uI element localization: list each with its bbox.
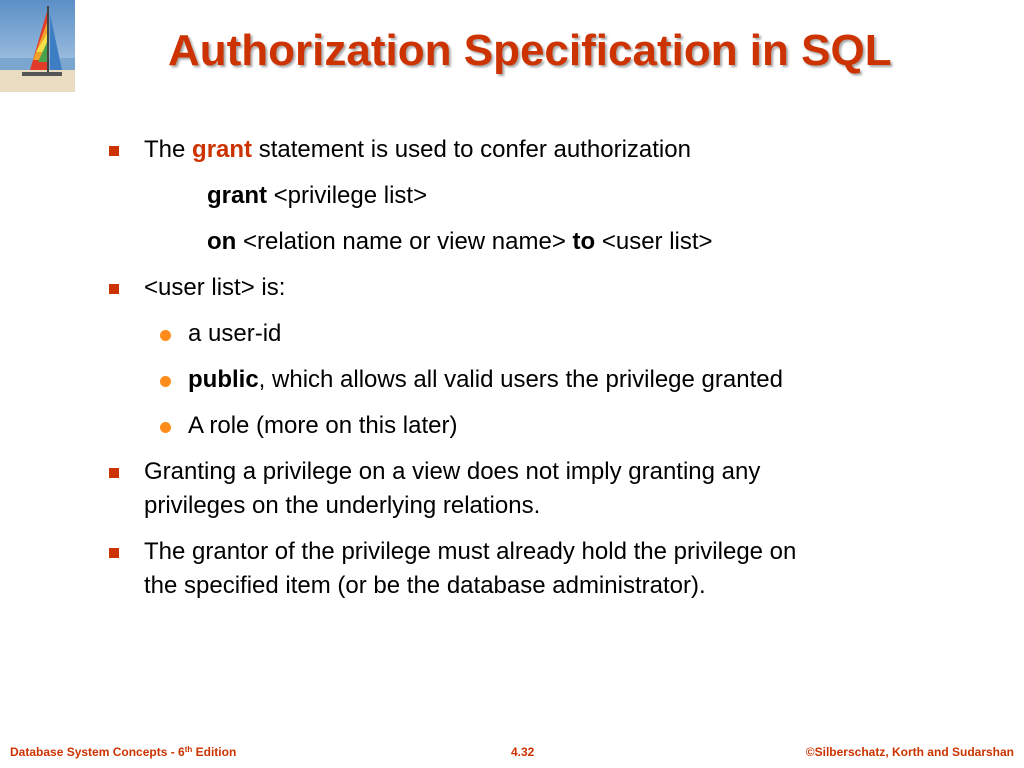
keyword-to: to [572,228,596,255]
footer-book-title: Database System Concepts - 6th Edition [10,745,237,759]
logo-image [0,0,75,92]
footer-copyright: ©Silberschatz, Korth and Sudarshan [805,745,1014,759]
square-bullet-icon [109,468,119,478]
keyword-grant-code: grant [207,182,267,209]
bullet-grantor-line2: the specified item (or be the database administrator). [144,572,706,599]
keyword-on: on [207,228,237,255]
bullet-grant-statement: The grant statement is used to confer authorization [144,136,691,163]
keyword-public: public [188,366,259,393]
square-bullet-icon [109,548,119,558]
sub-bullet-user-id: a user-id [188,320,282,347]
code-line-on-to: on <relation name or view name> to <user list> [207,228,713,255]
round-bullet-icon [160,330,171,341]
page-title: Authorization Specification in SQL [168,26,892,75]
sub-bullet-role: A role (more on this later) [188,412,458,439]
round-bullet-icon [160,376,171,387]
bullet-grantor-line1: The grantor of the privilege must already hold the privilege on [144,538,797,565]
square-bullet-icon [109,284,119,294]
bullet-view-privilege-line2: privileges on the underlying relations. [144,492,541,519]
bullet-user-list: <user list> is: [144,274,286,301]
footer-page-number: 4.32 [511,745,535,759]
bullet-view-privilege-line1: Granting a privilege on a view does not imply granting any [144,458,761,485]
sub-bullet-public: public, which allows all valid users the privilege granted [188,366,783,393]
keyword-grant: grant [192,136,253,163]
square-bullet-icon [109,146,119,156]
round-bullet-icon [160,422,171,433]
code-line-grant: grant <privilege list> [207,182,428,209]
